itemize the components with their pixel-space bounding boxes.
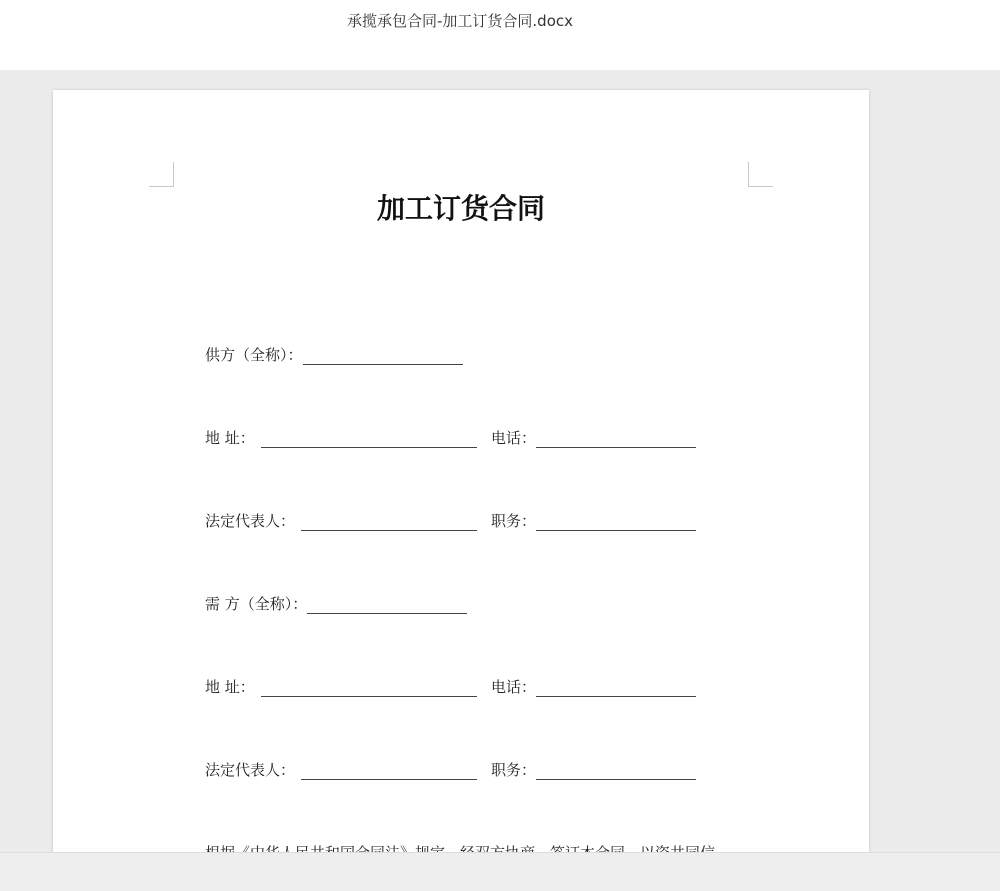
buyer-address-blank [261,678,477,697]
status-bar [0,852,1000,891]
buyer-rep-blank [301,761,477,780]
margin-corner-top-left [149,162,174,187]
supplier-phone-blank [536,429,696,448]
supplier-rep-label: 法定代表人： [205,512,296,530]
supplier-address-blank [261,429,477,448]
supplier-position-label: 职务： [491,512,537,530]
title-bar [0,0,1000,70]
buyer-position-blank [536,761,696,780]
buyer-name-blank [307,595,467,614]
supplier-address-label: 地 址： [205,429,255,447]
supplier-position-blank [536,512,696,531]
buyer-address-line [205,676,696,696]
supplier-rep-line [205,510,696,530]
buyer-address-label: 地 址： [205,678,255,696]
document-title: 承揽承包合同-加工订货合同.docx [346,12,573,30]
buyer-phone-blank [536,678,696,697]
document-page [53,90,869,890]
buyer-name-label: 需 方（全称）： [205,595,308,613]
buyer-name-line [205,593,467,613]
supplier-rep-blank [301,512,477,531]
buyer-position-label: 职务： [491,761,537,779]
supplier-name-blank [303,346,463,365]
supplier-phone-label: 电话： [491,429,537,447]
document-heading: 加工订货合同 [376,192,545,225]
supplier-address-line [205,427,696,447]
buyer-rep-line [205,759,696,779]
supplier-name-line [205,344,463,364]
supplier-name-label: 供方（全称）： [205,346,303,364]
buyer-phone-label: 电话： [491,678,537,696]
margin-corner-top-right [748,162,773,187]
document-viewer[interactable] [0,70,1000,852]
buyer-rep-label: 法定代表人： [205,761,296,779]
